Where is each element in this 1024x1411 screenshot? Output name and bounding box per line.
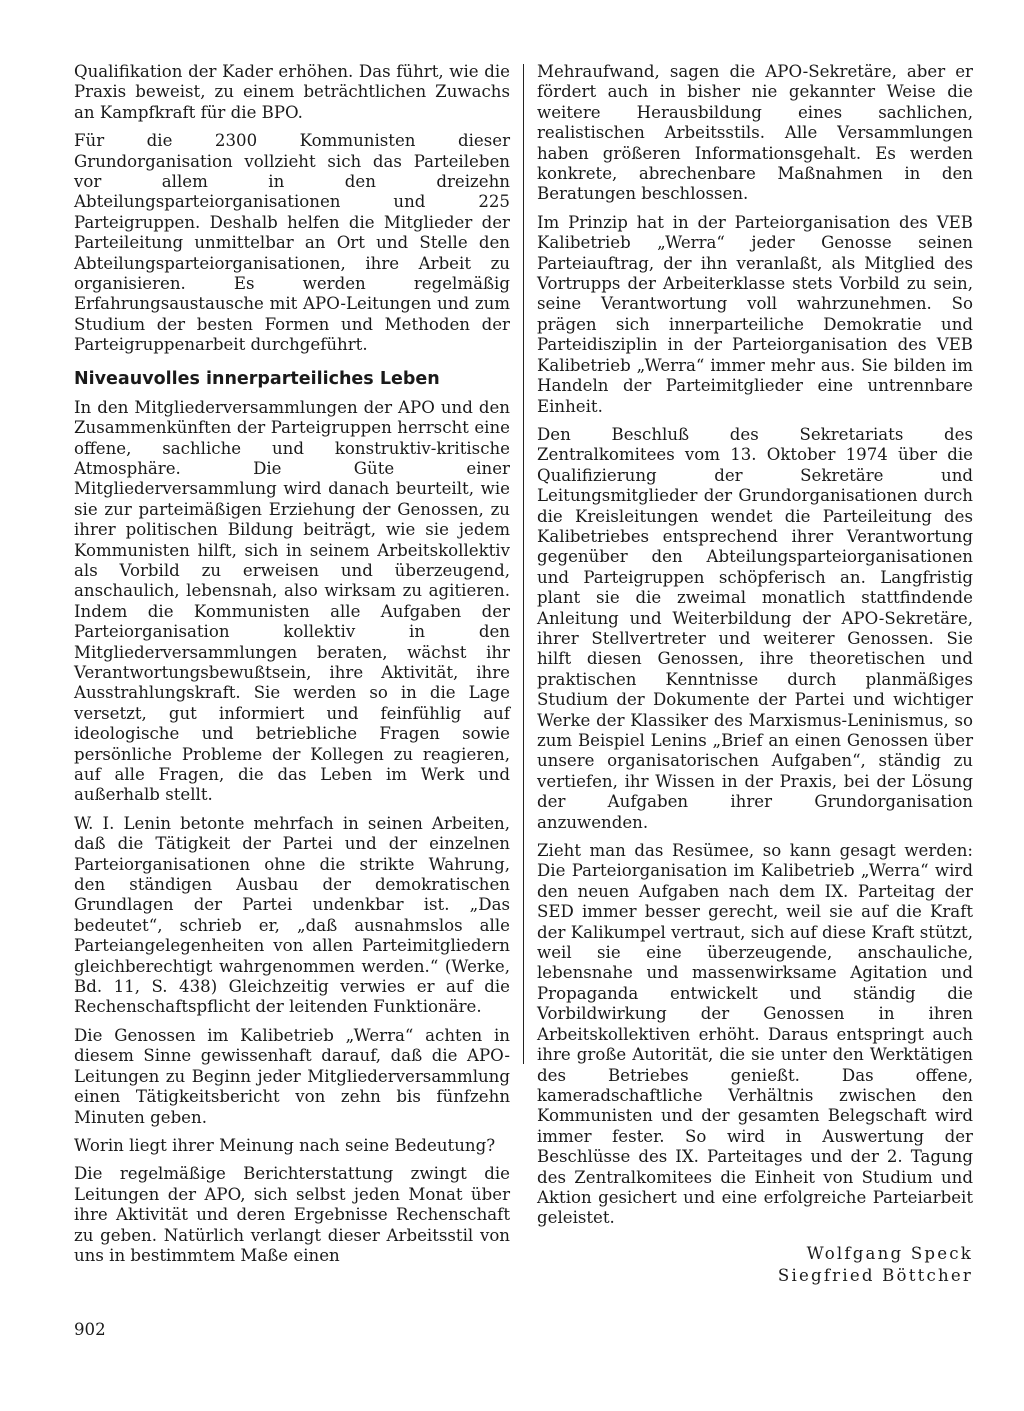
paragraph: Für die 2300 Kommunisten dieser Grundorganisation vollzieht sich das Parteileben vor allem in den dreizehn Abteilungsparteiorganisationen und 225 Parteigruppen. Deshalb helfen die Mitglieder der Parteileitung unmittelbar an Ort und Stelle den Abteilungsparteiorganisationen, ihre Arbeit zu organisieren. Es werden regelmäßig Erfahrungsaustausche mit APO-Leitungen und zum Studium der besten Formen und Methoden der Parteigruppenarbeit durchgeführt. [74,131,510,355]
page-number: 902 [74,1320,106,1339]
section-heading: Niveauvolles innerparteiliches Leben [74,368,440,389]
column-divider [523,64,524,1064]
left-column [74,62,510,1274]
paragraph: In den Mitgliederversammlungen der APO und den Zusammenkünften der Parteigruppen herrscht eine offene, sachliche und konstruktiv-kritische Atmosphäre. Die Güte einer Mitgliederversammlung wird danach beurteilt, wie sie zur parteimäßigen Erziehung der Genossen, zu ihrer politischen Bildung beiträgt, wie sie jedem Kommunisten hilft, sich in seinem Arbeitskollektiv als Vorbild zu erweisen und überzeugend, anschaulich, lebensnah, also wirksam zu agitieren. Indem die Kommunisten alle Aufgaben der Parteiorganisation kollektiv in den Mitgliederversammlungen beraten, wächst ihr Verantwortungsbewußtsein, ihre Aktivität, ihre Ausstrahlungskraft. Sie werden so in die Lage versetzt, gut informiert und feinfühlig auf ideologische und betriebliche Fragen sowie persönliche Probleme der Kollegen zu reagieren, auf alle Fragen, die das Leben im Werk und außerhalb stellt. [74,397,510,805]
paragraph: Den Beschluß des Sekretariats des Zentralkomitees vom 13. Oktober 1974 über die Qualifizierung der Sekretäre und Leitungsmitglieder der Grundorganisationen durch die Kreisleitungen wendet die Parteileitung des Kalibetriebes entsprechend ihrer Verantwortung gegenüber den Abteilungsparteiorganisationen und Parteigruppen schöpferisch an. Langfristig plant sie die zweimal monatlich stattfindende Anleitung und Weiterbildung der APO-Sekretäre, ihrer Stellvertreter und weiterer Genossen. Sie hilft diesen Genossen, ihre theoretischen und praktischen Kenntnisse durch planmäßiges Studium der Dokumente der Partei und wichtiger Werke der Klassiker des Marxismus-Leninismus, so zum Beispiel Lenins „Brief an einen Genossen über unsere organisatorischen Aufgaben“, ständig zu vertiefen, ihr Wissen in der Praxis, bei der Lösung der Aufgaben ihrer Grundorganisation anzuwenden. [537,424,973,832]
paragraph: Die regelmäßige Berichterstattung zwingt die Leitungen der APO, sich selbst jeden Monat über ihre Aktivität und deren Ergebnisse Rechenschaft zu geben. Natürlich verlangt dieser Arbeitsstil von uns in bestimmtem Maße einen [74,1164,510,1265]
paragraph: Zieht man das Resümee, so kann gesagt werden: Die Parteiorganisation im Kalibetrieb „Werra“ wird den neuen Aufgaben nach dem IX. Parteitag der SED immer besser gerecht, weil sie auf die Kraft der Kalikumpel vertraut, sich auf diese Kraft stützt, weil sie eine überzeugende, anschauliche, lebensnahe und massenwirksame Agitation und Propaganda entwickelt und ständig die Vorbildwirkung der Genossen in ihren Arbeitskollektiven erhöht. Daraus entspringt auch ihre große Autorität, die sie unter den Werktätigen des Betriebes genießt. Das offene, kameradschaftliche Verhältnis zwischen den Kommunisten und der gesamten Belegschaft wird immer fester. So wird in Auswertung der Beschlüsse des IX. Parteitages und der 2. Tagung des Zentralkomitees die Einheit von Studium und Aktion gesichert und eine erfolgreiche Parteiarbeit geleistet. [537,841,973,1228]
author-name: Siegfried Böttcher [777,1265,973,1285]
paragraph: Im Prinzip hat in der Parteiorganisation des VEB Kalibetrieb „Werra“ jeder Genosse seinen Parteiauftrag, der ihn veranlaßt, als Mitglied des Vortrupps der Arbeiterklasse stets Vorbild zu sein, seine Verantwortung voll wahrzunehmen. So prägen sich innerparteiliche Demokratie und Parteidisziplin in der Parteiorganisation des VEB Kalibetrieb „Werra“ immer mehr aus. Sie bilden im Handeln der Parteimitglieder eine untrennbare Einheit. [537,212,973,416]
right-column [537,62,973,1287]
paragraph: Die Genossen im Kalibetrieb „Werra“ achten in diesem Sinne gewissenhaft darauf, daß die APO-Leitungen zu Beginn jeder Mitgliederversammlung einen Tätigkeitsbericht von zehn bis fünfzehn Minuten geben. [74,1025,510,1127]
author-signature [537,1243,973,1287]
paragraph: Qualifikation der Kader erhöhen. Das führt, wie die Praxis beweist, zu einem beträchtlichen Zuwachs an Kampfkraft für die BPO. [74,62,510,122]
question-paragraph: Worin liegt ihrer Meinung nach seine Bedeutung? [74,1135,496,1155]
paragraph: W. I. Lenin betonte mehrfach in seinen Arbeiten, daß die Tätigkeit der Partei und der einzelnen Parteiorganisationen ohne die strikte Wahrung, den ständigen Ausbau der demokratischen Grundlagen der Partei undenkbar ist. „Das bedeutet“, schrieb er, „daß ausnahmslos alle Parteiangelegenheiten von allen Parteimitgliedern gleichberechtigt wahrgenommen werden.“ (Werke, Bd. 11, S. 438) Gleichzeitig verwies er auf die Rechenschaftspflicht der leitenden Funktionäre. [74,813,510,1017]
author-name: Wolfgang Speck [806,1243,973,1263]
paragraph: Mehraufwand, sagen die APO-Sekretäre, aber er fördert auch in bisher nie gekannter Weise die weitere Herausbildung eines sachlichen, realistischen Arbeitsstils. Alle Versammlungen haben größeren Informationsgehalt. Es werden konkrete, abrechenbare Maßnahmen in den Beratungen beschlossen. [537,62,973,204]
